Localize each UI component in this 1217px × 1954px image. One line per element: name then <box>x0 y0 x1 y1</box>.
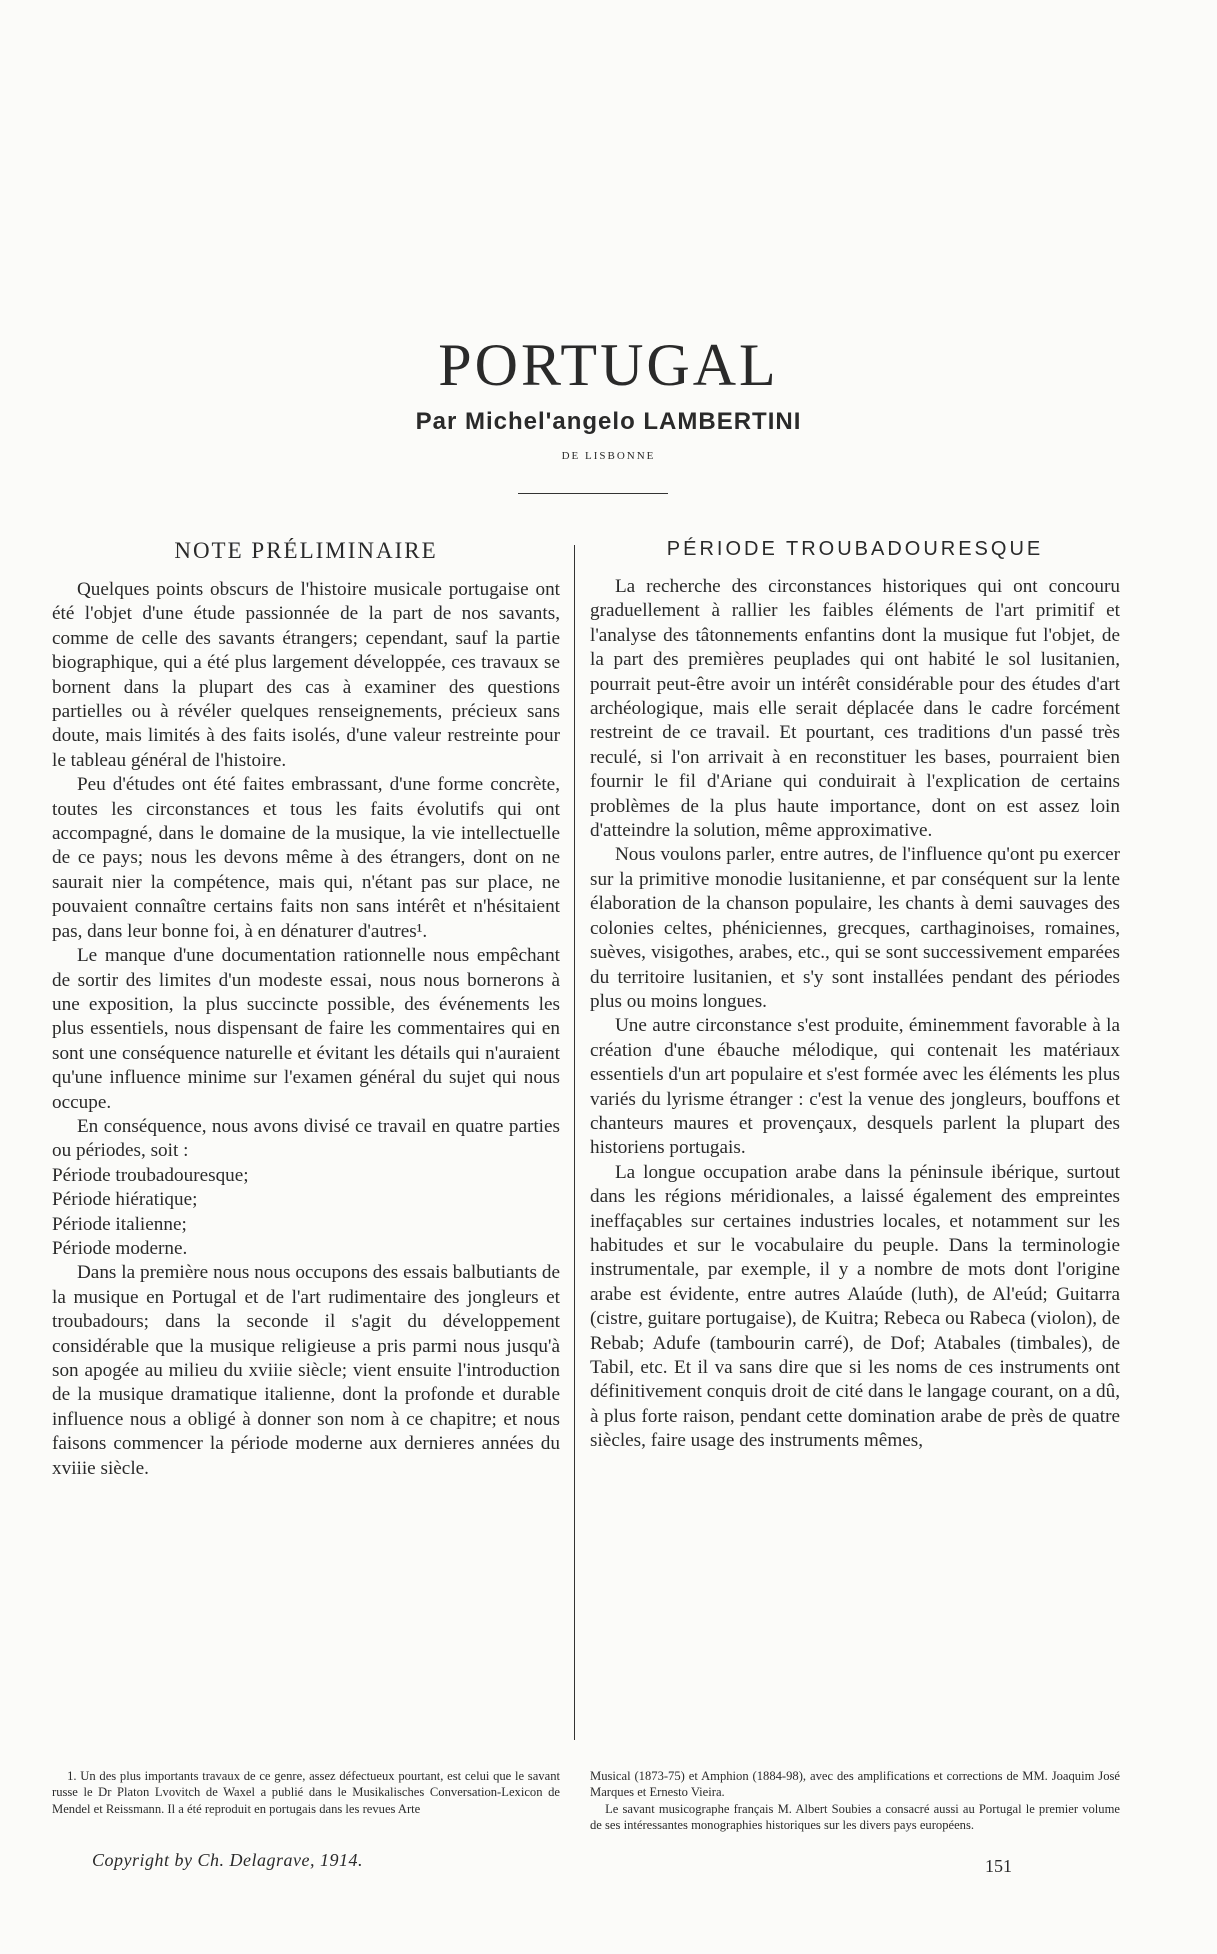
paragraph: Peu d'études ont été faites embrassant, d'une forme concrète, toutes les circonstances et tous les faits évolutifs qui ont accompagné, dans le domaine de la musique, la vie intellectuelle de ce pays; nous les devons même à des étrangers, dont on ne saurait nier la compétence, mais qui, n'étant pas sur place, ne pouvaient connaître certains faits non sans intérêt et n'hésitaient pas, dans leur bonne foi, à en dénaturer d'autres¹. <box>52 774 560 942</box>
footnote-continuation: Musical (1873-75) et Amphion (1884-98), avec des amplifications et corrections de MM. Joaquim José Marques et Ernesto Vieira. <box>590 1769 1120 1800</box>
section-heading-troubadour: PÉRIODE TROUBADOURESQUE <box>666 538 1044 560</box>
page-number: 151 <box>985 1856 1012 1876</box>
period-list <box>52 1164 560 1262</box>
title-rule <box>518 493 668 494</box>
footnotes-right <box>590 1768 1120 1833</box>
footnote: Le savant musicographe français M. Albert Soubies a consacré aussi au Portugal le premier volume de ses intéressantes monographies historiques sur les divers pays européens. <box>590 1801 1120 1832</box>
author-affiliation: DE LISBONNE <box>561 450 656 462</box>
left-column <box>52 538 560 1481</box>
paragraph: Une autre circonstance s'est produite, éminemment favorable à la création d'une ébauche mélodique, qui contenait les matériaux essentiels d'un art populaire et s'est formée avec les éléments les plus variés du lyrisme étranger : c'est la venue des jongleurs, bouffons et chanteurs maures et provençaux, desquels parlent la plupart des historiens portugais. <box>590 1015 1120 1159</box>
period-item: Période moderne. <box>52 1237 188 1259</box>
paragraph: La recherche des circonstances historiques qui ont concouru graduellement à rallier les faibles éléments de l'art primitif et l'analyse des tâtonnements enfantins dont la musique fut l'objet, de la part des premières peuplades qui ont habité le sol lusitanien, pourrait peut-être avoir un intérêt considérable pour des études d'art archéologique, mais elle serait déplacée dans le cadre forcément restreint de ce travail. Et pourtant, ces traditions d'un passé très reculé, si l'on arrivait à en reconstituer les bases, pourraient bien fournir le fil d'Ariane qui conduirait à l'explication de certains problèmes de la plus haute importance, dont on est assez loin d'atteindre la solution, même approximative. <box>590 576 1120 842</box>
copyright-line: Copyright by Ch. Delagrave, 1914. <box>92 1850 363 1870</box>
right-column <box>590 538 1120 1454</box>
author-byline: Par Michel'angelo LAMBERTINI <box>415 408 802 435</box>
period-item: Période troubadouresque; <box>52 1164 249 1186</box>
article-title: PORTUGAL <box>438 332 779 398</box>
paragraph: Dans la première nous nous occupons des essais balbutiants de la musique en Portugal et de l'art rudimentaire des jongleurs et troubadours; dans la seconde il s'agit du développement considérable que la musique religieuse a pris parmi nous jusqu'à son apogée au milieu du xviiie siècle; vient ensuite l'introduction de la musique dramatique italienne, dont la profonde et durable influence nous a obligé à donner son nom à ce chapitre; et nous faisons commencer la période moderne aux dernieres années du xviiie siècle. <box>52 1262 560 1479</box>
paragraph: En conséquence, nous avons divisé ce travail en quatre parties ou périodes, soit : <box>52 1115 560 1162</box>
paragraph: La longue occupation arabe dans la péninsule ibérique, surtout dans les régions méridionales, a laissé également des empreintes ineffaçables sur certaines industries locales, et notamment sur les habitudes et sur le vocabulaire du peuple. Dans la terminologie instrumentale, par exemple, il y a nombre de mots dont l'origine arabe est évidente, entre autres Alaúde (luth), de Al'eúd; Guitarra (cistre, guitare portugaise), de Kuitra; Rebeca ou Rabeca (violon), de Rebab; Adufe (tambourin carré), de Dof; Atabales (timbales), de Tabil, etc. Et il va sans dire que si les noms de ces instruments ont définitivement conquis droit de cité dans le langage courant, on a dû, à plus forte raison, pendant cette domination arabe de près de quatre siècles, faire usage des instruments mêmes, <box>590 1161 1120 1452</box>
period-item: Période hiératique; <box>52 1189 198 1211</box>
column-divider <box>574 545 575 1740</box>
section-heading-note: NOTE PRÉLIMINAIRE <box>174 538 438 563</box>
footnotes-left <box>52 1768 560 1817</box>
paragraph: Quelques points obscurs de l'histoire musicale portugaise ont été l'objet d'une étude passionnée de la part de nos savants, comme de celle des savants étrangers; cependant, sauf la partie biographique, qui a été plus largement développée, ces travaux se bornent dans la plupart des cas à examiner des questions partielles ou à révéler quelques renseignements, précieux sans doute, mais limités à des faits isolés, d'une valeur restreinte pour le tableau général de l'histoire. <box>52 579 560 771</box>
period-item: Période italienne; <box>52 1213 187 1235</box>
footnote: 1. Un des plus importants travaux de ce genre, assez défectueux pourtant, est celui que le savant russe le Dr Platon Lvovitch de Waxel a publié dans le Musikalisches Conversation-Lexicon de Mendel et Reissmann. Il a été reproduit en portugais dans les revues Arte <box>52 1769 560 1816</box>
paragraph: Nous voulons parler, entre autres, de l'influence qu'ont pu exercer sur la primitive monodie lusitanienne, et par conséquent sur la lente élaboration de la chanson populaire, les chants à demi sauvages des colonies celtes, phéniciennes, grecques, carthaginoises, romaines, suèves, visigothes, arabes, etc., qui se sont successivement emparées du territoire lusitanien, et s'y sont installées pendant des périodes plus ou moins longues. <box>590 844 1120 1012</box>
paragraph: Le manque d'une documentation rationnelle nous empêchant de sortir des limites d'un modeste essai, nous nous bornerons à une exposition, la plus succincte possible, des événements les plus essentiels, nous dispensant de faire les commentaires qui en sont une conséquence naturelle et évitant les détails qui n'auraient qu'une influence minime sur l'examen général du sujet qui nous occupe. <box>52 945 560 1113</box>
